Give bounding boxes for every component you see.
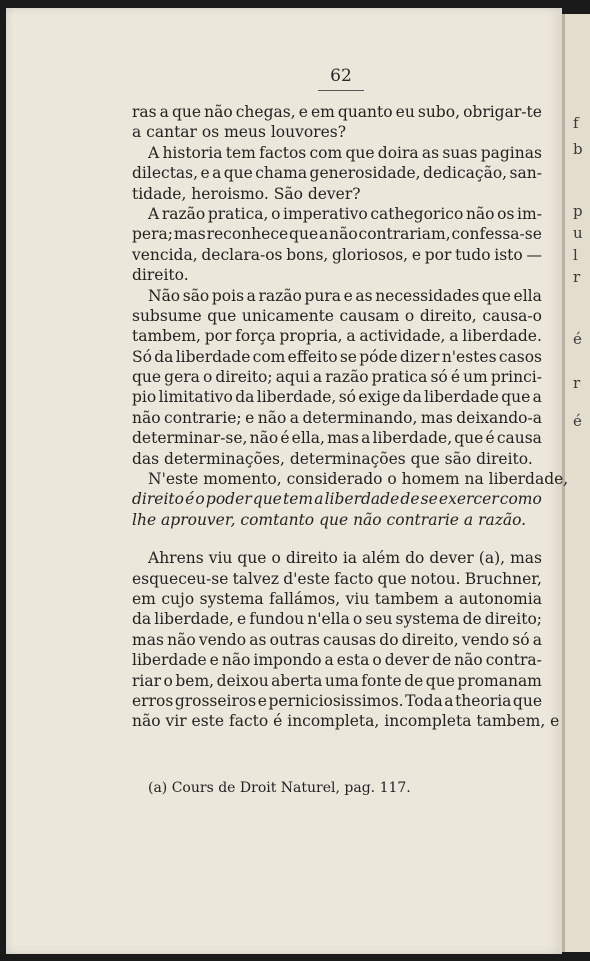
edge-letter: r — [573, 268, 581, 286]
text-line: N'este momento, considerado o homem na liberdade, — [148, 470, 569, 489]
text-line: A historia tem factos com que doira as suas paginas — [148, 143, 542, 162]
text-line: ras a que não chegas, e em quanto eu subo, obrigar-te — [132, 103, 542, 121]
edge-letter: é — [573, 412, 582, 430]
page-number: 62 — [330, 66, 352, 86]
text-line: determinar-se, não é ella, mas a liberdade, que é causa — [132, 429, 542, 448]
edge-letter: l — [573, 246, 578, 264]
text-line: riar o bem, deixou aberta uma fonte de que promanam — [132, 671, 542, 690]
text-line: erros grosseiros e perniciosissimos. Toda a theoria que — [132, 691, 542, 710]
text-line: Só da liberdade com effeito se póde dizer n'estes casos — [132, 347, 542, 366]
text-line: a cantar os meus louvores? — [132, 123, 347, 142]
footnote: (a) Cours de Droit Naturel, pag. 117. — [148, 780, 411, 796]
text-line: A razão pratica, o imperativo cathegorico não os im- — [148, 204, 542, 223]
text-line: pio limitativo da liberdade, só exige da liberdade que a — [132, 388, 542, 407]
text-line: tidade, heroismo. São dever? — [132, 184, 361, 203]
text-line: vencida, declara-os bons, gloriosos, e por tudo isto — — [132, 245, 542, 264]
text-line: da liberdade, e fundou n'ella o seu systema de direito; — [132, 610, 542, 629]
edge-letter: b — [573, 140, 583, 158]
paragraph-gap — [132, 530, 542, 548]
text-line: tambem, por força propria, a actividade, a liberdade. — [132, 327, 542, 346]
text-line: esqueceu-se talvez d'este facto que notou. Bruchner, — [132, 569, 542, 588]
text-line: direito é o poder que tem a liberdade de se exercer como — [132, 490, 542, 509]
text-line: não vir este facto é incompleta, incompleta tambem, e — [132, 712, 560, 731]
text-line: Não são pois a razão pura e as necessidades que ella — [148, 286, 542, 305]
text-line: mas não vendo as outras causas do direito, vendo só a — [132, 630, 542, 649]
edge-letter: r — [573, 374, 581, 392]
text-line: que gera o direito; aqui a razão pratica só é um princi- — [132, 368, 542, 387]
text-line: das determinações, determinações que são direito. — [132, 449, 533, 468]
edge-letter: u — [573, 224, 583, 242]
page-number-rule — [318, 90, 364, 91]
edge-letter: é — [573, 330, 582, 348]
text-line: em cujo systema fallámos, viu tambem a autonomia — [132, 589, 542, 608]
text-line: liberdade e não impondo a esta o dever de não contra- — [132, 651, 542, 670]
text-line: não contrarie; e não a determinando, mas deixando-a — [132, 408, 542, 427]
text-line: Ahrens viu que o direito ia além do dever (a), mas — [148, 549, 542, 568]
edge-letter: f — [573, 114, 579, 132]
text-line: subsume que unicamente causam o direito, causa-o — [132, 306, 542, 325]
text-line: pera; mas reconhece que a não contrariam, confessa-se — [132, 225, 542, 244]
edge-letter: p — [573, 202, 583, 220]
text-line: lhe aprouver, comtanto que não contrarie a razão. — [132, 510, 527, 529]
body-text — [132, 102, 569, 732]
text-line: direito. — [132, 266, 189, 285]
text-line: dilectas, e a que chama generosidade, dedicação, san- — [132, 164, 542, 183]
